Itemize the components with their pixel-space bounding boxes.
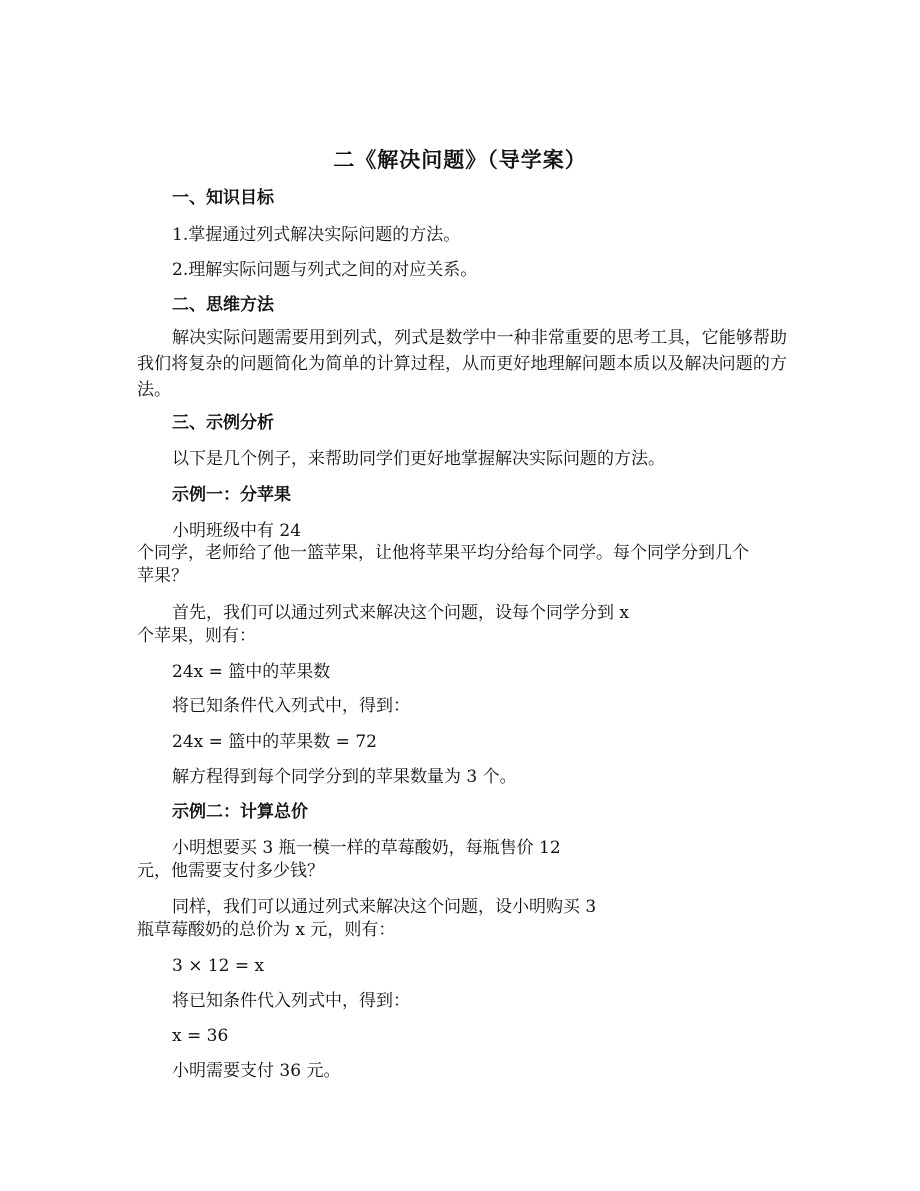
- example1-heading: 示例一：分苹果: [172, 485, 291, 505]
- example1-equation2: 24x = 篮中的苹果数 = 72: [172, 732, 377, 752]
- example1-equation1: 24x = 篮中的苹果数: [172, 662, 331, 682]
- example2-step1-line1: 同样，我们可以通过列式来解决这个问题，设小明购买 3: [172, 897, 597, 917]
- section-heading-knowledge-goals: 一、知识目标: [172, 188, 274, 208]
- document-title: 二《解决问题》（导学案）: [333, 148, 587, 172]
- example2-answer: 小明需要支付 36 元。: [172, 1061, 341, 1081]
- thinking-method-paragraph: 解决实际问题需要用到列式，列式是数学中一种非常重要的思考工具，它能够帮助我们将复杂的问题简化为简单的计算过程，从而更好地理解问题本质以及解决问题的方法。: [137, 328, 787, 400]
- example2-equation2: x = 36: [172, 1026, 229, 1046]
- goal-item-1: 1.掌握通过列式解决实际问题的方法。: [172, 225, 461, 245]
- example2-problem-line1: 小明想要买 3 瓶一模一样的草莓酸奶，每瓶售价 12: [172, 838, 561, 858]
- example-intro: 以下是几个例子，来帮助同学们更好地掌握解决实际问题的方法。: [172, 449, 665, 469]
- example2-heading: 示例二：计算总价: [172, 802, 308, 822]
- goal-item-2: 2.理解实际问题与列式之间的对应关系。: [172, 260, 478, 280]
- example1-step2: 将已知条件代入列式中，得到：: [172, 696, 410, 716]
- example1-problem-line3: 苹果？: [137, 566, 188, 586]
- section-heading-example-analysis: 三、示例分析: [172, 413, 274, 433]
- example1-problem-line1: 小明班级中有 24: [172, 521, 302, 541]
- example2-step1-line2: 瓶草莓酸奶的总价为 x 元，则有：: [137, 920, 396, 940]
- example1-answer: 解方程得到每个同学分到的苹果数量为 3 个。: [172, 767, 517, 787]
- example1-step1-line2: 个苹果，则有：: [137, 626, 256, 646]
- example2-problem-line2: 元，他需要支付多少钱？: [137, 861, 324, 881]
- example1-step1-line1: 首先，我们可以通过列式来解决这个问题，设每个同学分到 x: [172, 603, 629, 623]
- example1-problem-line2: 个同学，老师给了他一篮苹果，让他将苹果平均分给每个同学。每个同学分到几个: [137, 543, 749, 563]
- section-heading-thinking-method: 二、思维方法: [172, 295, 274, 315]
- example2-equation1: 3 × 12 = x: [172, 956, 265, 976]
- example2-step2: 将已知条件代入列式中，得到：: [172, 991, 410, 1011]
